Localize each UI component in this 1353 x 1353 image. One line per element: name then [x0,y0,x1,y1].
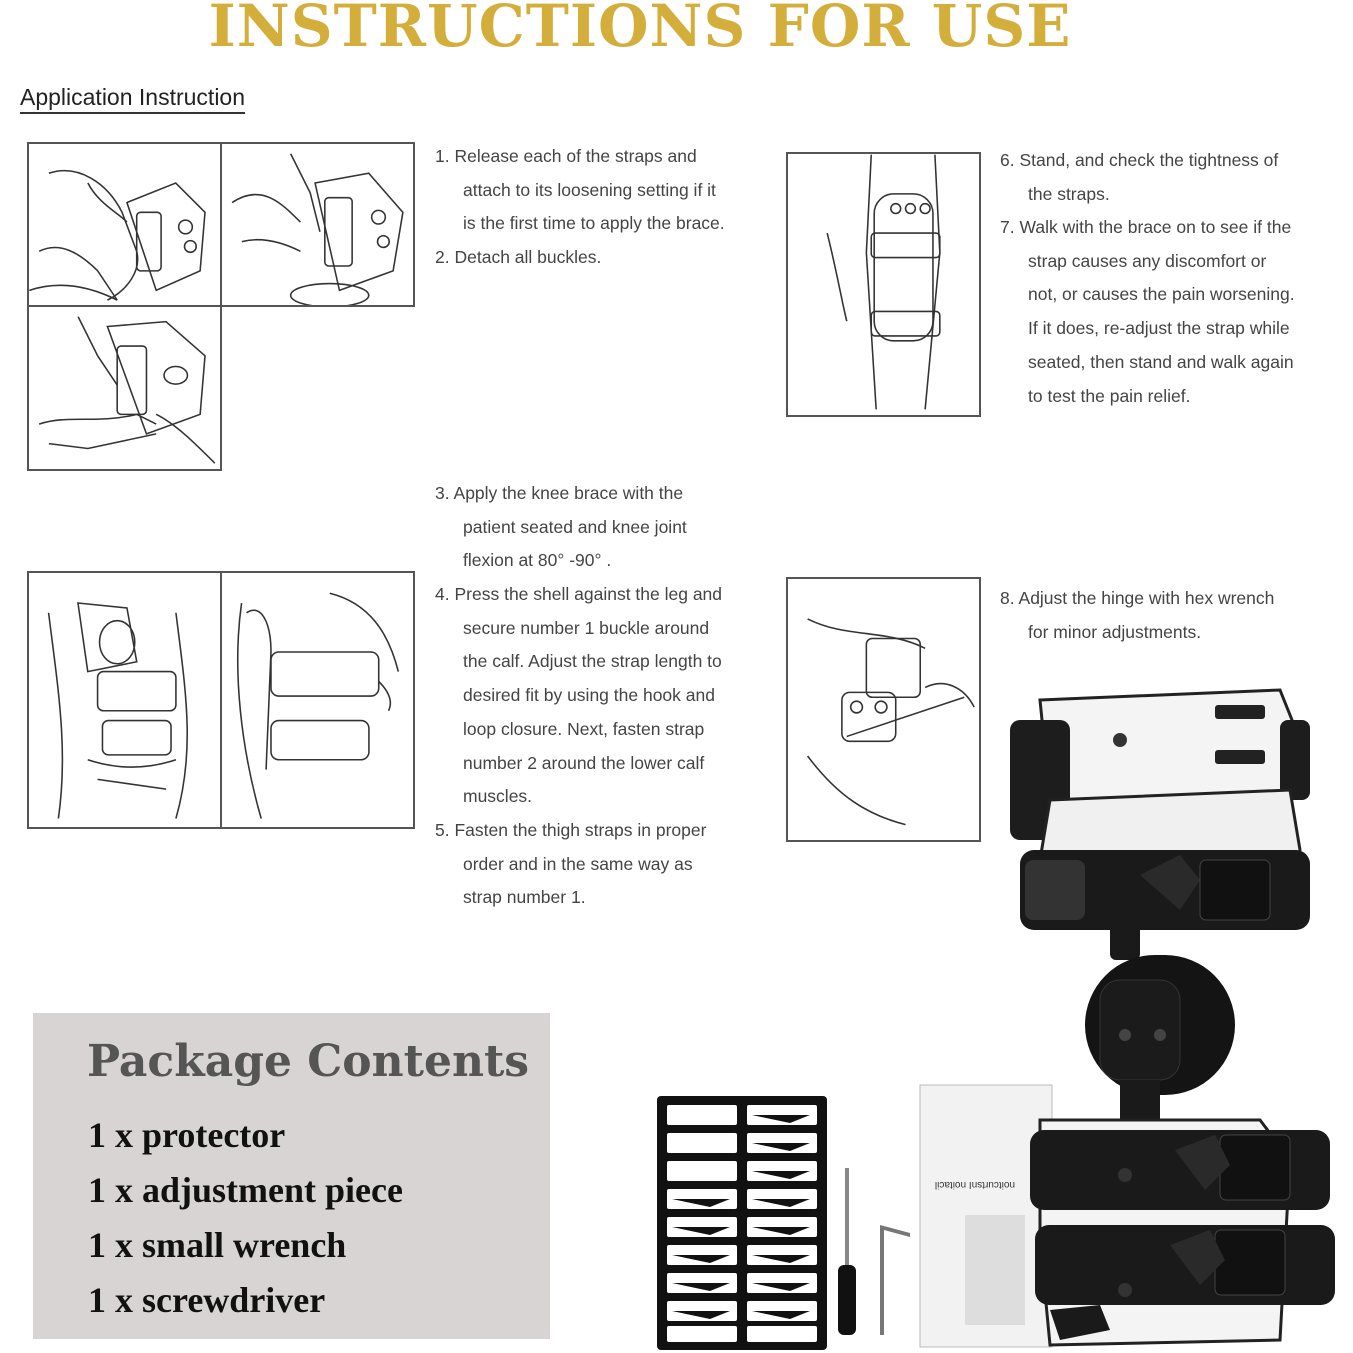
step-4: 4. Press the shell against the leg and secure number 1 buckle around the calf. Adjust the strap length to desired fit by using the hook and loop closure. Next, fasten strap number 2 around the lower calf muscles. [435,584,723,807]
step-3: 3. Apply the knee brace with the patient seated and knee joint flexion at 80° -90° . [435,483,687,571]
step-5-number: 5. [435,820,450,840]
leg-brace-illustration-icon [29,573,220,827]
illustration-detach-buckles-1 [220,142,415,307]
instruction-booklet-icon [920,1085,1052,1347]
step-5: 5. Fasten the thigh straps in proper order and in the same way as strap number 1. [435,820,707,908]
step-8-number: 8. [1000,588,1015,608]
step-2-number: 2. [435,247,450,267]
package-item: 1 x screwdriver [88,1280,326,1320]
illustration-release-straps [27,142,222,307]
page-title: INSTRUCTIONS FOR USE [208,0,1072,60]
step-8: 8. Adjust the hinge with hex wrench for minor adjustments. [1000,588,1275,642]
package-contents-title: Package Contents [87,1036,530,1087]
leg-brace-illustration-icon [788,154,979,415]
buckle-illustration-icon [29,307,220,469]
step-6: 6. Stand, and check the tightness of the straps. [1000,150,1279,204]
section-heading: Application Instruction [20,84,245,114]
leg-brace-illustration-icon [222,573,413,827]
step-3-number: 3. [435,483,450,503]
knee-brace-photo-icon [640,680,1353,1353]
step-7-number: 7. [1000,217,1015,237]
illustration-stand-check [786,152,981,417]
illustration-apply-brace-seated [27,571,222,829]
step-7: 7. Walk with the brace on to see if the strap causes any discomfort or not, or causes the pain worsening. If it does, re-adjust the strap while seated, then stand and walk again to test the pain relief. [1000,217,1295,406]
package-item: 1 x small wrench [88,1225,347,1265]
illustration-press-shell [220,571,415,829]
package-item: 1 x adjustment piece [88,1170,403,1210]
svg-text:noitcurtsnI noitacil: noitcurtsnI noitacil [934,1179,1015,1190]
adjustment-piece-icon [657,1096,827,1350]
screwdriver-icon [838,1168,856,1335]
step-6-number: 6. [1000,150,1015,170]
hand-strap-illustration-icon [29,144,220,305]
step-2: 2. Detach all buckles. [435,247,602,267]
buckle-illustration-icon [222,144,413,305]
step-1: 1. Release each of the straps and attach to its loosening setting if it is the first time to apply the brace. [435,146,725,234]
knee-brace-icon [1010,690,1335,1345]
illustration-detach-buckles-2 [27,305,222,471]
step-1-number: 1. [435,146,450,166]
small-wrench-icon [880,1225,910,1335]
package-item: 1 x protector [88,1115,286,1155]
step-4-number: 4. [435,584,450,604]
